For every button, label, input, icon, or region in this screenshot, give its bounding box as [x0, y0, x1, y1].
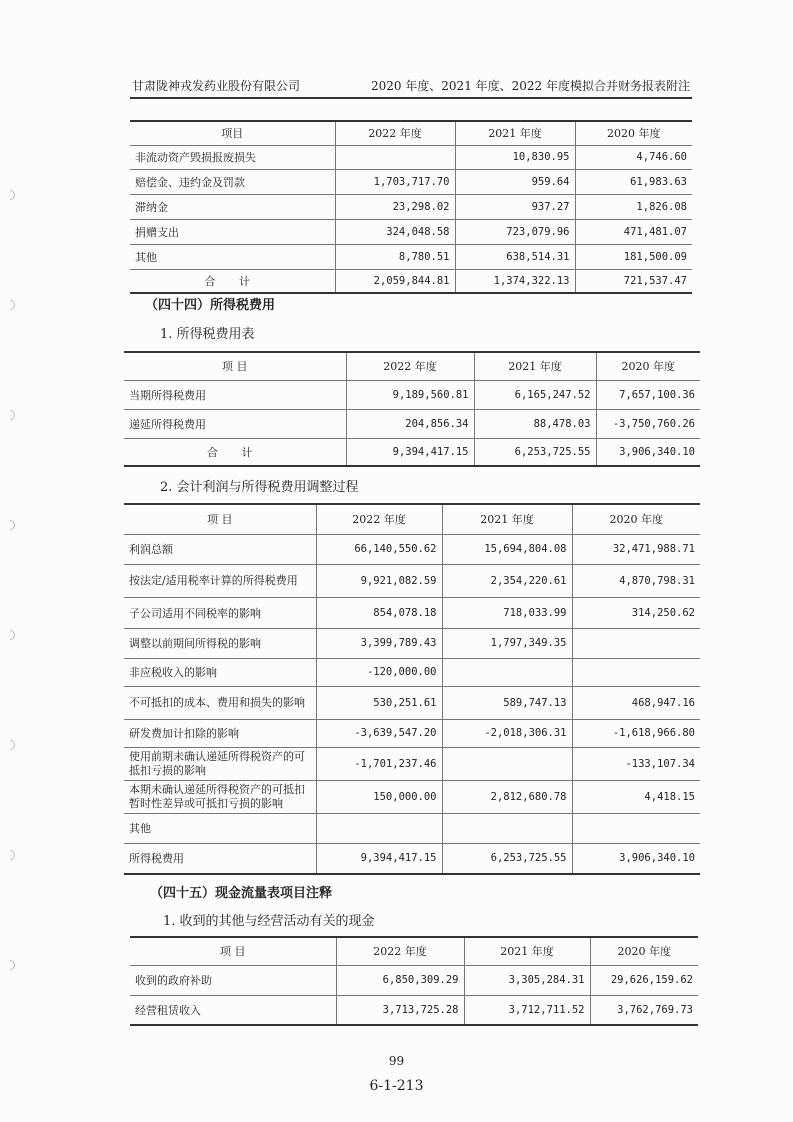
value-2022: 9,394,417.15	[316, 843, 442, 874]
value-2022: 9,394,417.15	[346, 438, 474, 466]
row-label: 本期未确认递延所得税资产的可抵扣暂时性差异或可抵扣亏损的影响	[124, 780, 316, 813]
value-2020: 1,826.08	[575, 194, 692, 219]
value-2021: 589,747.13	[442, 686, 572, 719]
value-2022: -120,000.00	[316, 658, 442, 686]
value-2020: -133,107.34	[572, 747, 700, 780]
binder-hole	[10, 520, 15, 530]
value-2020: 4,418.15	[572, 780, 700, 813]
column-header: 2020 年度	[596, 352, 700, 380]
sub-heading: 1. 收到的其他与经营活动有关的现金	[163, 914, 375, 929]
table-row	[130, 965, 698, 995]
table-row	[130, 219, 692, 244]
value-2022: 1,703,717.70	[335, 169, 455, 194]
value-2020: 3,906,340.10	[596, 438, 700, 466]
row-label: 非流动资产毁损报废损失	[130, 145, 335, 169]
table-row	[124, 658, 700, 686]
value-2020: 314,250.62	[572, 597, 700, 628]
value-2021	[442, 658, 572, 686]
row-label: 不可抵扣的成本、费用和损失的影响	[124, 686, 316, 719]
page-code: 6-1-213	[369, 1078, 424, 1094]
table-row	[124, 843, 700, 874]
column-header: 项目	[130, 121, 335, 145]
value-2020: 3,906,340.10	[572, 843, 700, 874]
table-row	[130, 244, 692, 269]
value-2020: 721,537.47	[575, 269, 692, 293]
value-2022: 3,399,789.43	[316, 628, 442, 658]
row-label: 赔偿金、违约金及罚款	[130, 169, 335, 194]
row-label: 利润总额	[124, 534, 316, 564]
table-row	[130, 194, 692, 219]
row-label: 子公司适用不同税率的影响	[124, 597, 316, 628]
column-header: 2022 年度	[346, 352, 474, 380]
value-2022	[335, 145, 455, 169]
value-2021: 937.27	[455, 194, 575, 219]
value-2022: 23,298.02	[335, 194, 455, 219]
column-header: 2021 年度	[474, 352, 596, 380]
value-2021: -2,018,306.31	[442, 719, 572, 747]
value-2021: 2,354,220.61	[442, 564, 572, 597]
table-row	[130, 169, 692, 194]
table-row	[124, 686, 700, 719]
table-row	[124, 564, 700, 597]
value-2022	[316, 813, 442, 843]
value-2021: 15,694,804.08	[442, 534, 572, 564]
value-2020: -3,750,760.26	[596, 409, 700, 438]
column-header: 项 目	[124, 504, 316, 534]
column-header: 2022 年度	[336, 937, 464, 965]
binder-hole	[10, 630, 15, 640]
row-label: 研发费加计扣除的影响	[124, 719, 316, 747]
binder-hole	[10, 410, 15, 420]
value-2022: 324,048.58	[335, 219, 455, 244]
column-header: 2022 年度	[316, 504, 442, 534]
value-2020: 61,983.63	[575, 169, 692, 194]
value-2022: 9,189,560.81	[346, 380, 474, 409]
company-name: 甘肃陇神戎发药业股份有限公司	[132, 79, 301, 93]
value-2022: 6,850,309.29	[336, 965, 464, 995]
value-2020: 4,746.60	[575, 145, 692, 169]
value-2021: 1,374,322.13	[455, 269, 575, 293]
non-operating-expense-table	[130, 120, 692, 294]
page-header	[130, 77, 692, 99]
row-label: 其他	[130, 244, 335, 269]
value-2022: 66,140,550.62	[316, 534, 442, 564]
total-row	[124, 438, 700, 466]
value-2020	[572, 628, 700, 658]
table-row	[124, 747, 700, 780]
operating-cash-received-table	[130, 936, 698, 1026]
section-heading: （四十五）现金流量表项目注释	[150, 886, 333, 901]
income-tax-expense-table	[124, 351, 700, 467]
page-number: 99	[388, 1054, 405, 1068]
value-2021: 959.64	[455, 169, 575, 194]
column-header: 2022 年度	[335, 121, 455, 145]
row-label: 使用前期未确认递延所得税资产的可抵扣亏损的影响	[124, 747, 316, 780]
value-2021	[442, 813, 572, 843]
value-2021: 1,797,349.35	[442, 628, 572, 658]
value-2020: 32,471,988.71	[572, 534, 700, 564]
row-label: 按法定/适用税率计算的所得税费用	[124, 564, 316, 597]
table-row	[124, 628, 700, 658]
value-2022: -1,701,237.46	[316, 747, 442, 780]
table-row	[130, 995, 698, 1025]
value-2022: 8,780.51	[335, 244, 455, 269]
value-2021: 3,305,284.31	[464, 965, 590, 995]
value-2020: 29,626,159.62	[590, 965, 698, 995]
row-label: 经营租赁收入	[130, 995, 336, 1025]
value-2020: 7,657,100.36	[596, 380, 700, 409]
binder-hole	[10, 740, 15, 750]
document-title: 2020 年度、2021 年度、2022 年度模拟合并财务报表附注	[370, 79, 690, 93]
sub-heading: 1. 所得税费用表	[160, 327, 255, 342]
table-row	[124, 409, 700, 438]
row-label: 收到的政府补助	[130, 965, 336, 995]
binder-hole	[10, 300, 15, 310]
row-label: 递延所得税费用	[124, 409, 346, 438]
value-2022: 9,921,082.59	[316, 564, 442, 597]
value-2021: 718,033.99	[442, 597, 572, 628]
value-2020: 3,762,769.73	[590, 995, 698, 1025]
table-row	[124, 813, 700, 843]
binder-hole	[10, 960, 15, 970]
sub-heading: 2. 会计利润与所得税费用调整过程	[160, 480, 359, 495]
value-2022: 3,713,725.28	[336, 995, 464, 1025]
value-2021	[442, 747, 572, 780]
value-2020: 4,870,798.31	[572, 564, 700, 597]
row-label: 非应税收入的影响	[124, 658, 316, 686]
value-2022: 2,059,844.81	[335, 269, 455, 293]
column-header: 项 目	[124, 352, 346, 380]
value-2021: 88,478.03	[474, 409, 596, 438]
value-2021: 6,253,725.55	[442, 843, 572, 874]
row-label: 调整以前期间所得税的影响	[124, 628, 316, 658]
column-header: 2020 年度	[572, 504, 700, 534]
row-label: 滞纳金	[130, 194, 335, 219]
column-header: 2020 年度	[575, 121, 692, 145]
value-2020	[572, 658, 700, 686]
row-label: 合 计	[124, 438, 346, 466]
table-row	[124, 719, 700, 747]
value-2020	[572, 813, 700, 843]
tax-reconciliation-table	[124, 503, 700, 875]
value-2020: 471,481.07	[575, 219, 692, 244]
value-2021: 2,812,680.78	[442, 780, 572, 813]
column-header: 2021 年度	[442, 504, 572, 534]
row-label: 所得税费用	[124, 843, 316, 874]
row-label: 合 计	[130, 269, 335, 293]
value-2022: 854,078.18	[316, 597, 442, 628]
value-2022: 150,000.00	[316, 780, 442, 813]
value-2022: -3,639,547.20	[316, 719, 442, 747]
row-label: 其他	[124, 813, 316, 843]
column-header: 2020 年度	[590, 937, 698, 965]
value-2020: 181,500.09	[575, 244, 692, 269]
value-2021: 638,514.31	[455, 244, 575, 269]
row-label: 当期所得税费用	[124, 380, 346, 409]
binder-hole	[10, 850, 15, 860]
table-row	[124, 780, 700, 813]
value-2020: -1,618,966.80	[572, 719, 700, 747]
value-2021: 3,712,711.52	[464, 995, 590, 1025]
value-2021: 10,830.95	[455, 145, 575, 169]
table-row	[124, 534, 700, 564]
value-2021: 6,253,725.55	[474, 438, 596, 466]
value-2021: 723,079.96	[455, 219, 575, 244]
column-header: 2021 年度	[464, 937, 590, 965]
table-row	[124, 380, 700, 409]
row-label: 捐赠支出	[130, 219, 335, 244]
column-header: 项 目	[130, 937, 336, 965]
column-header: 2021 年度	[455, 121, 575, 145]
total-row	[130, 269, 692, 293]
table-row	[124, 597, 700, 628]
value-2020: 468,947.16	[572, 686, 700, 719]
section-heading: （四十四）所得税费用	[145, 298, 276, 313]
table-row	[130, 145, 692, 169]
value-2022: 530,251.61	[316, 686, 442, 719]
value-2021: 6,165,247.52	[474, 380, 596, 409]
binder-hole	[10, 190, 15, 200]
value-2022: 204,856.34	[346, 409, 474, 438]
